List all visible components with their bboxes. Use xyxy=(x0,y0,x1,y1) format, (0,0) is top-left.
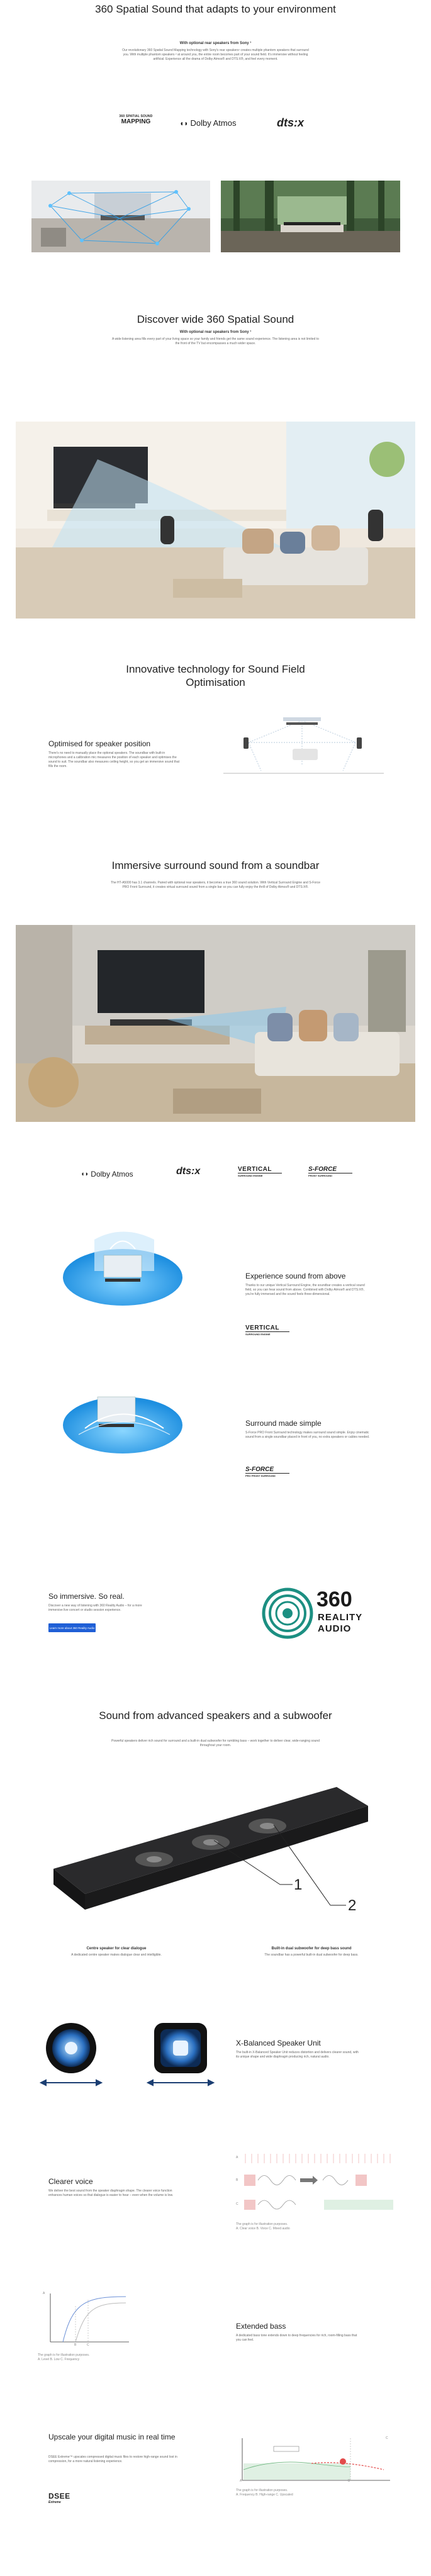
reality-audio-button[interactable]: Learn more about 360 Reality Audio xyxy=(48,1623,96,1632)
speaker-position-title: Optimised for speaker position xyxy=(48,739,151,748)
subwoofer-caption-body: The soundbar has a powerful built-in dual subwoofer for deep bass. xyxy=(264,1953,359,1957)
reality-logo-number: 360 xyxy=(316,1588,352,1611)
vertical-logo-bottom: SURROUND ENGINE xyxy=(238,1173,282,1177)
bass-axis-b: B xyxy=(74,2343,77,2347)
speakers-subwoofer-title: Sound from advanced speakers and a subwoofer xyxy=(99,1710,332,1722)
surround-title: Immersive surround sound from a soundbar xyxy=(111,860,320,871)
vertical-logo-bottom-2: SURROUND ENGINE xyxy=(245,1331,289,1336)
voice-label-a: A xyxy=(236,2156,238,2159)
sound-above-body: Thanks to our unique Vertical Surround Engine, the soundbar creates a vertical sound field, so you can hear sound from above. Combined with Dolby Atmos® and DTS:X®, you're fully immersed and the sound feels three-dimensional. xyxy=(245,1284,365,1296)
reality-audio-logo xyxy=(261,1587,374,1640)
clearer-voice-title: Clearer voice xyxy=(48,2177,93,2186)
dsee-notes: The graph is for illustration purposes. A. Frequency B. High-range C. Upscaled xyxy=(236,2489,293,2497)
dtsx-logo: dts:x xyxy=(277,116,305,129)
x-balanced-illustration xyxy=(35,2020,217,2089)
sound-mapping-room-image xyxy=(31,181,210,252)
surround-body: The HT-A5000 has 3.1 channels. Paired with optional rear speakers, it becomes a true 360 sound solution. With Vertical Surround Engine and S-Force PRO Front Surround, it creates virtual surround sound from a single bar so you can fully enjoy the thrill of Dolby Atmos® and DTS:X®. xyxy=(111,881,320,889)
dolby-icon: ◖◗ xyxy=(81,1170,89,1178)
clearer-voice-notes: The graph is for illustration purposes. A. Clear voice B. Voice C. Mixed audio xyxy=(236,2222,290,2231)
dsee-graph xyxy=(236,2435,393,2485)
voice-label-b: B xyxy=(236,2178,238,2182)
spatial-sound-title: 360 Spatial Sound that adapts to your environment xyxy=(95,3,336,15)
living-room-wide-image xyxy=(16,422,415,619)
dsee-label-b: B xyxy=(348,2479,350,2483)
wide-spatial-subtitle: With optional rear speakers from Sony ¹ xyxy=(179,330,252,334)
subwoofer-caption-title: Built-in dual subwoofer for deep bass sound xyxy=(271,1947,352,1951)
vertical-surround-logo-2 xyxy=(245,1324,289,1336)
bass-axis-a: A xyxy=(43,2292,45,2295)
sforce-logo-2 xyxy=(245,1466,289,1477)
x-balanced-title: X-Balanced Speaker Unit xyxy=(236,2039,321,2047)
sforce-logo-top: S-FORCE xyxy=(308,1166,337,1173)
surround-simple-body: S-Force PRO Front Surround technology makes surround sound simple. Enjoy cinematic sound from a single soundbar placed in front of you, no extra speakers or cables needed. xyxy=(245,1431,370,1439)
spatial-mapping-logo-top: 360 SPATIAL SOUND xyxy=(119,115,153,118)
forest-room-image xyxy=(221,181,400,252)
sforce-logo-top-2: S-FORCE xyxy=(245,1466,274,1473)
centre-speaker-caption-body: A dedicated centre speaker makes dialogue clear and intelligible. xyxy=(71,1953,162,1957)
wide-spatial-body: A wide listening area fills every part of your living space so your family and friends get the same sound experience. The listening area is not limited to the front of the TV but encompasses a much wider space. xyxy=(112,337,319,345)
surround-simple-title: Surround made simple xyxy=(245,1419,322,1428)
reality-audio-title: So immersive. So real. xyxy=(48,1592,125,1601)
dolby-atmos-text: Dolby Atmos xyxy=(190,118,237,128)
reality-logo-line1: REALITY xyxy=(318,1612,363,1623)
vertical-surround-logo xyxy=(238,1166,282,1177)
reality-audio-ring-icon xyxy=(261,1587,315,1640)
reality-logo-line2: AUDIO xyxy=(318,1623,352,1634)
dsee-logo xyxy=(48,2492,86,2504)
spatial-sound-body: Our revolutionary 360 Spatial Sound Mapping technology with Sony's rear speakers¹ creates multiple phantom speakers that surround you. With multiple phantom speakers ² at around you, the entire room becomes part of your sound field. It's immersive without feeling artificial. Experience all the drama of Dolby Atmos® and DTS:X®, and feel every moment. xyxy=(122,48,309,61)
centre-speaker-caption-title: Centre speaker for clear dialogue xyxy=(86,1947,147,1951)
dsee-logo-bottom: Extreme xyxy=(48,2500,61,2504)
speaker-position-body: There's no need to manually place the optional speakers. The soundbar with built-in microphones and a calibration mic measures the position of each speaker and optimises the sound to suit. The soundbar also measures ceiling height, so you get an immersive sound that fills the room. xyxy=(48,751,180,768)
optimisation-title: Innovative technology for Sound Field Optimisation xyxy=(126,663,305,688)
voice-label-c: C xyxy=(236,2202,238,2206)
dolby-atmos-logo xyxy=(179,118,236,128)
extended-bass-title: Extended bass xyxy=(236,2322,286,2331)
spatial-mapping-logo-bottom: MAPPING xyxy=(121,118,151,125)
callout-2: 2 xyxy=(348,1897,357,1914)
surround-simple-illustration xyxy=(60,1375,186,1457)
spatial-sound-subtitle: With optional rear speakers from Sony ¹ xyxy=(179,42,252,45)
vertical-logo-top: VERTICAL xyxy=(238,1166,272,1173)
reality-audio-body: Discover a new way of listening with 360 Reality Audio – for a more immersive live concert or studio session experience. xyxy=(48,1604,142,1612)
dolby-atmos-logo-2 xyxy=(81,1170,133,1179)
bass-axis-c: C xyxy=(87,2343,89,2347)
family-living-room-image xyxy=(16,925,415,1122)
extended-bass-notes: The graph is for illustration purposes. A. Level B. Low C. Frequency xyxy=(38,2353,90,2361)
dolby-atmos-text-2: Dolby Atmos xyxy=(91,1170,133,1179)
sforce-logo xyxy=(308,1166,352,1177)
dsee-label-a: A xyxy=(240,2479,242,2483)
dtsx-logo-2: dts:x xyxy=(176,1166,201,1177)
dsee-label-c: C xyxy=(386,2436,388,2440)
spatial-mapping-logo xyxy=(116,115,155,131)
clearer-voice-body: We deliver the best sound from the speaker diaphragm shape. The clearer voice function enhances human voices so that dialogue is easier to hear – even when the volume is low. xyxy=(48,2189,174,2197)
wide-spatial-title: Discover wide 360 Spatial Sound xyxy=(137,313,294,325)
callout-1: 1 xyxy=(294,1876,303,1893)
dsee-body: DSEE Extreme™ upscales compressed digital music files to restore high-range sound lost in compression, for a more natural listening experience. xyxy=(48,2455,177,2463)
vertical-logo-top-2: VERTICAL xyxy=(245,1324,279,1331)
clearer-voice-diagram xyxy=(236,2152,396,2221)
speakers-subwoofer-body: Powerful speakers deliver rich sound for surround and a built-in dual subwoofer for rumbling bass – work together to deliver clear, wide-ranging sound throughout your room. xyxy=(111,1739,320,1747)
dsee-logo-top: DSEE xyxy=(48,2492,70,2500)
speaker-position-diagram xyxy=(223,705,384,780)
dsee-title: Upscale your digital music in real time xyxy=(48,2433,176,2441)
extended-bass-body: A dedicated bass tone extends down to deep frequencies for rich, room-filling bass that you can feel. xyxy=(236,2334,357,2342)
sound-above-illustration xyxy=(60,1227,186,1309)
x-balanced-body: The built-in X-Balanced Speaker Unit reduces distortion and delivers clearer sound, with its unique shape and wide diaphragm producing rich, natural audio. xyxy=(236,2051,359,2059)
extended-bass-graph xyxy=(38,2290,132,2350)
sforce-logo-bottom: FRONT SURROUND xyxy=(308,1173,352,1177)
soundbar-cutaway-image xyxy=(41,1762,393,1919)
sforce-logo-bottom-2: PRO FRONT SURROUND xyxy=(245,1473,289,1477)
dolby-icon: ◖◗ xyxy=(179,118,189,128)
sound-above-title: Experience sound from above xyxy=(245,1272,346,1280)
